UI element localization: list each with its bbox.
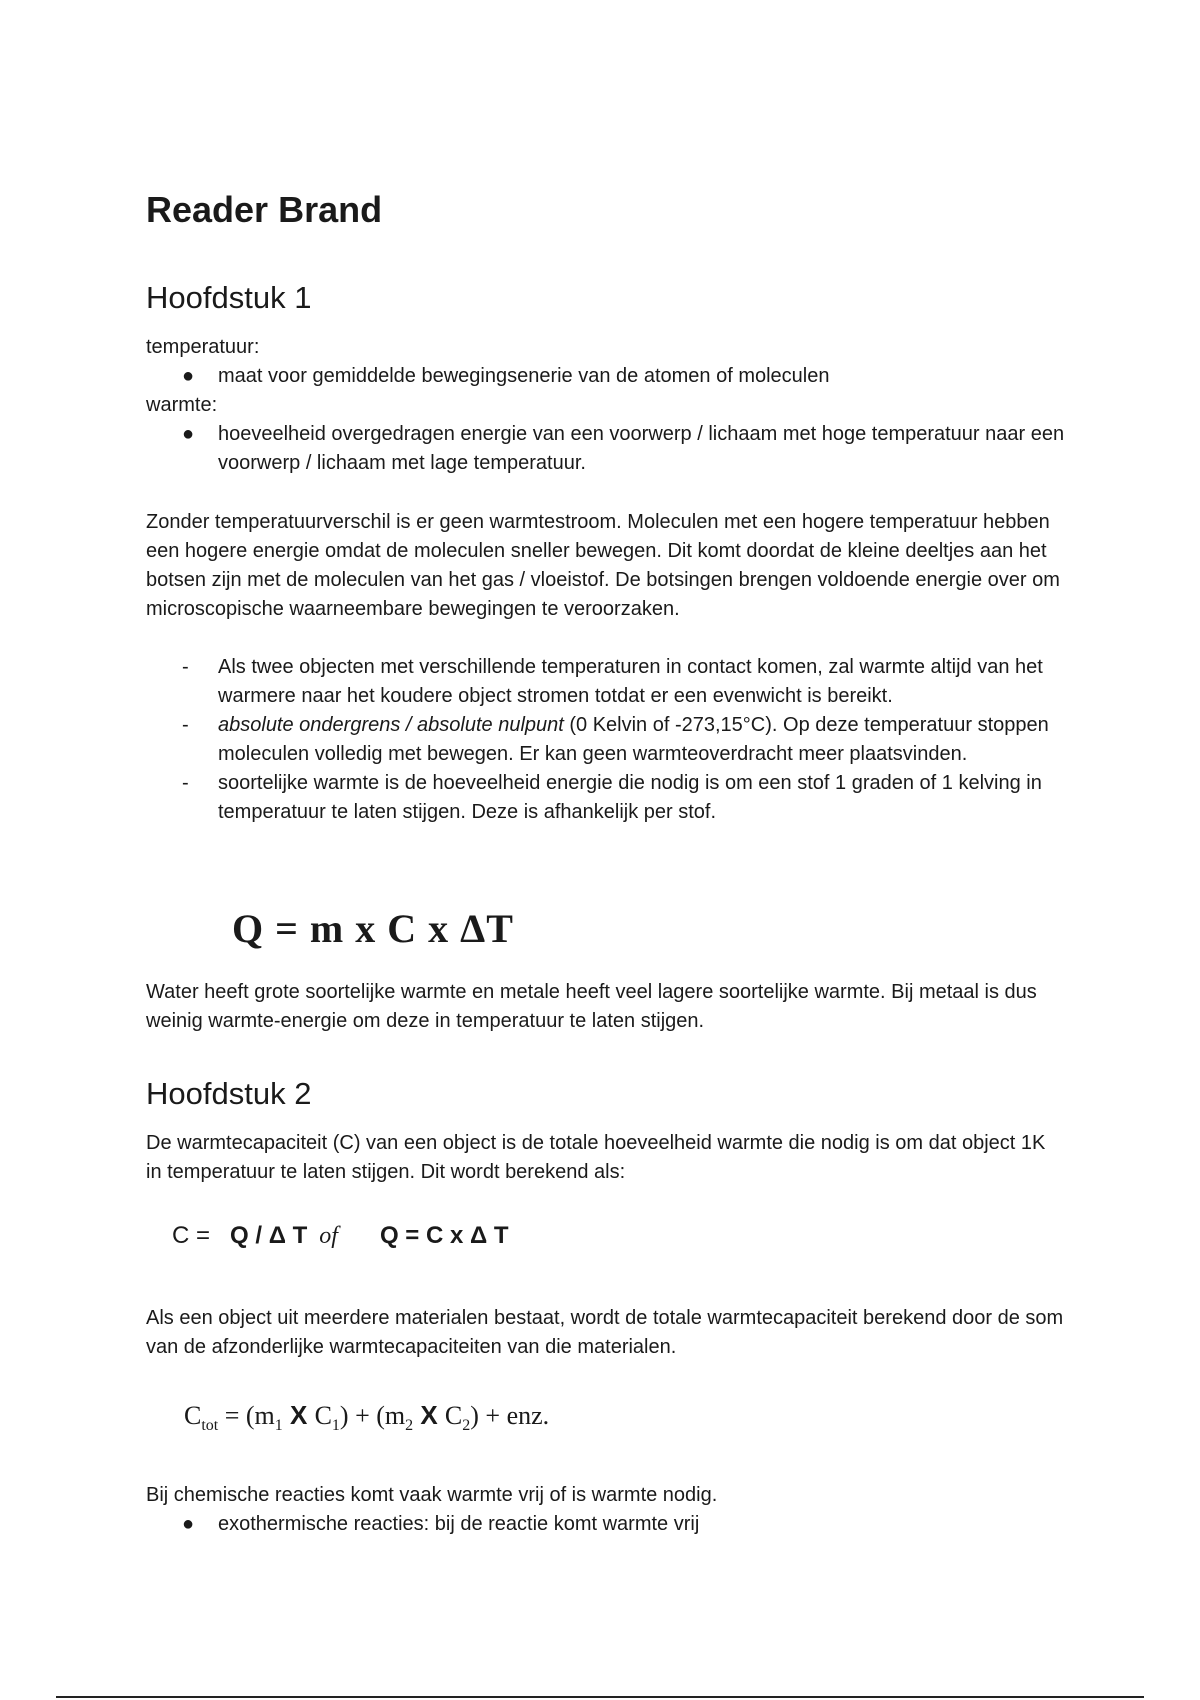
list-item <box>146 420 1068 478</box>
dash-marker: - <box>182 656 189 678</box>
bullet-marker: ● <box>182 1513 195 1535</box>
formula-m2-sub: 2 <box>405 1417 414 1435</box>
list-item <box>146 1510 1068 1539</box>
formula-c1: C <box>314 1401 332 1430</box>
temperatuur-list <box>146 362 1066 391</box>
list-item <box>146 711 1068 769</box>
reactions-paragraph: Bij chemische reacties komt vaak warmte vrij of is warmte nodig. <box>146 1484 718 1506</box>
formula-end: ) + enz. <box>470 1401 550 1430</box>
warmte-list <box>146 420 1066 478</box>
document-title: Reader Brand <box>146 189 383 230</box>
formula-eq: = (m <box>218 1401 275 1430</box>
dash-list <box>146 653 1066 827</box>
formula-x1: X <box>282 1400 315 1430</box>
warmte-label: warmte: <box>146 394 218 416</box>
list-item <box>146 769 1068 827</box>
heat-formula: Q = m x C x ΔT <box>232 906 514 951</box>
composite-paragraph: Als een object uit meerdere materialen bestaat, wordt de totale warmtecapaciteit berekend door de som van de afzonderlijke warmtecapaciteiten van die materialen. <box>146 1307 1064 1358</box>
formula-m1-sub: 1 <box>274 1417 283 1435</box>
list-item <box>146 362 1068 391</box>
warmte-definition: hoeveelheid overgedragen energie van een voorwerp / lichaam met hoge temperatuur naar een voorwerp / lichaam met lage temperatuur. <box>218 423 1065 474</box>
dash-marker: - <box>182 772 189 794</box>
chapter2-heading: Hoofdstuk 2 <box>146 1076 312 1111</box>
temperatuur-definition: maat voor gemiddelde bewegingsenerie van de atomen of moleculen <box>218 365 830 387</box>
formula-c-part: C = <box>172 1222 211 1249</box>
chapter2-intro: De warmtecapaciteit (C) van een object is de totale hoeveelheid warmte die nodig is om dat object 1K in temperatuur te laten stijgen. Dit wordt berekend als: <box>146 1132 1046 1183</box>
exothermic-item: exothermische reacties: bij de reactie komt warmte vrij <box>218 1513 700 1535</box>
dash-item-contact: Als twee objecten met verschillende temperaturen in contact komen, zal warmte altijd van het warmere naar het koudere object stromen totdat er een evenwicht is bereikt. <box>218 656 1043 707</box>
temperatuur-label: temperatuur: <box>146 336 260 358</box>
reactions-list <box>146 1510 1066 1539</box>
heat-capacity-formula <box>172 1222 509 1250</box>
formula-c2-sub: 2 <box>462 1417 471 1435</box>
formula-c1-sub: 1 <box>331 1417 340 1435</box>
bullet-marker: ● <box>182 365 195 387</box>
chapter1-heading: Hoofdstuk 1 <box>146 280 312 315</box>
formula-ctot: C <box>184 1401 202 1430</box>
water-paragraph: Water heeft grote soortelijke warmte en metale heeft veel lagere soortelijke warmte. Bij metaal is dus weinig warmte-energie om deze in temperatuur te laten stijgen. <box>146 981 1037 1032</box>
chapter1-paragraph: Zonder temperatuurverschil is er geen warmtestroom. Moleculen met een hogere temperatuur hebben een hogere energie omdat de moleculen sneller bewegen. Dit komt doordat de kleine deeltjes aan het botsen zijn met de moleculen van het gas / vloeistof. De botsingen brengen voldoende energie over om microscopische waarneembare bewegingen te veroorzaken. <box>146 511 1060 620</box>
formula-of: of <box>319 1223 338 1249</box>
page-bottom-rule <box>56 1696 1144 1698</box>
list-item <box>146 653 1068 711</box>
dash-item-nulpunt-italic: absolute ondergrens / absolute nulpunt <box>218 714 564 736</box>
formula-ctot-sub: tot <box>201 1417 219 1435</box>
formula-x2: X <box>413 1400 445 1430</box>
formula-q-over-dt: Q / Δ T <box>230 1222 308 1249</box>
formula-c2: C <box>444 1401 463 1430</box>
dash-marker: - <box>182 714 189 736</box>
dash-item-nulpunt-text: (0 Kelvin of -273,15°C). Op deze temperatuur stoppen moleculen volledig met bewegen. Er kan geen warmteoverdracht meer plaatsvinden. <box>218 714 1049 765</box>
total-capacity-formula <box>184 1400 549 1435</box>
dash-item-soortelijke-warmte: soortelijke warmte is de hoeveelheid energie die nodig is om een stof 1 graden of 1 kelving in temperatuur te laten stijgen. Deze is afhankelijk per stof. <box>218 772 1042 823</box>
formula-q-equals: Q = C x Δ T <box>379 1222 509 1249</box>
formula-mid: ) + (m <box>339 1401 406 1430</box>
bullet-marker: ● <box>182 423 195 445</box>
